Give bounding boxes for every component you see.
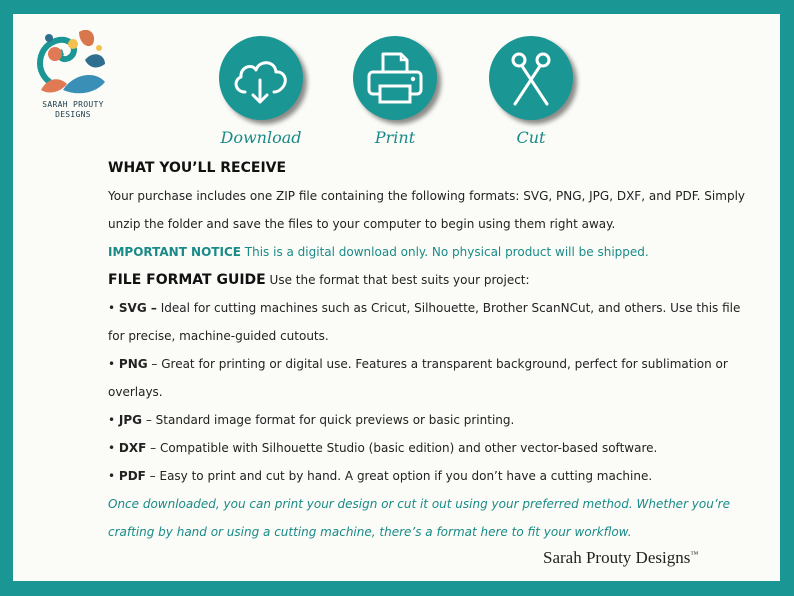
format-pdf xyxy=(108,462,748,490)
scissors-icon xyxy=(489,36,573,120)
format-png xyxy=(108,350,748,406)
format-name: DXF xyxy=(118,441,147,455)
signature xyxy=(543,548,698,568)
bullet: • xyxy=(108,357,119,371)
notice-text: This is a digital download only. No physical product will be shipped. xyxy=(240,245,649,259)
print-circle xyxy=(353,36,437,120)
receive-heading: WHAT YOU’LL RECEIVE xyxy=(108,160,287,176)
download-circle xyxy=(219,36,303,120)
format-name: SVG – xyxy=(118,301,157,315)
trademark: ™ xyxy=(690,549,699,559)
format-dxf xyxy=(108,434,748,462)
brand-logo xyxy=(33,24,113,124)
format-name: PDF xyxy=(118,469,146,483)
format-desc: – Great for printing or digital use. Features a transparent background, perfect for sublimation or overlays. xyxy=(108,357,728,399)
logo-line-2: DESIGNS xyxy=(55,110,91,119)
signature-text: Sarah Prouty Designs xyxy=(543,548,691,567)
guide-intro: Use the format that best suits your project: xyxy=(265,273,530,287)
guide-heading: FILE FORMAT GUIDE xyxy=(108,272,266,288)
notice-line xyxy=(108,238,748,266)
notice-label: IMPORTANT NOTICE xyxy=(108,245,241,259)
bullet: • xyxy=(108,469,119,483)
format-desc: – Easy to print and cut by hand. A great option if you don’t have a cutting machine. xyxy=(145,469,653,483)
bullet: • xyxy=(108,413,119,427)
print-label: Print xyxy=(374,128,416,147)
print-tile xyxy=(350,36,440,147)
format-desc: – Compatible with Silhouette Studio (basic edition) and other vector-based software. xyxy=(146,441,658,455)
logo-emblem-icon xyxy=(33,24,113,100)
bullet: • xyxy=(108,301,119,315)
download-tile xyxy=(216,36,306,147)
logo-text xyxy=(33,100,113,120)
guide-line xyxy=(108,266,748,294)
closing-text: Once downloaded, you can print your design or cut it out using your preferred method. Whether you’re crafting by hand or using a cutting machine, there’s a format here to fit your workflow. xyxy=(108,497,730,539)
format-name: JPG xyxy=(118,413,143,427)
format-name: PNG xyxy=(118,357,148,371)
format-jpg xyxy=(108,406,748,434)
format-svg xyxy=(108,294,748,350)
printer-icon xyxy=(353,36,437,120)
cut-tile xyxy=(486,36,576,147)
content-body xyxy=(108,154,748,546)
logo-line-1: SARAH PROUTY xyxy=(42,100,104,109)
page-frame xyxy=(13,14,780,581)
download-label: Download xyxy=(220,128,302,147)
receive-text: Your purchase includes one ZIP file containing the following formats: SVG, PNG, JPG, DXF, and PDF. Simply unzip the folder and save the files to your computer to begin using them right away. xyxy=(108,189,746,231)
cut-circle xyxy=(489,36,573,120)
format-desc: – Standard image format for quick previews or basic printing. xyxy=(142,413,515,427)
cut-label: Cut xyxy=(516,128,546,147)
bullet: • xyxy=(108,441,119,455)
format-desc: Ideal for cutting machines such as Cricut, Silhouette, Brother ScanNCut, and others. Use this file for precise, machine-guided cutouts. xyxy=(108,301,741,343)
cloud-download-icon xyxy=(219,36,303,120)
